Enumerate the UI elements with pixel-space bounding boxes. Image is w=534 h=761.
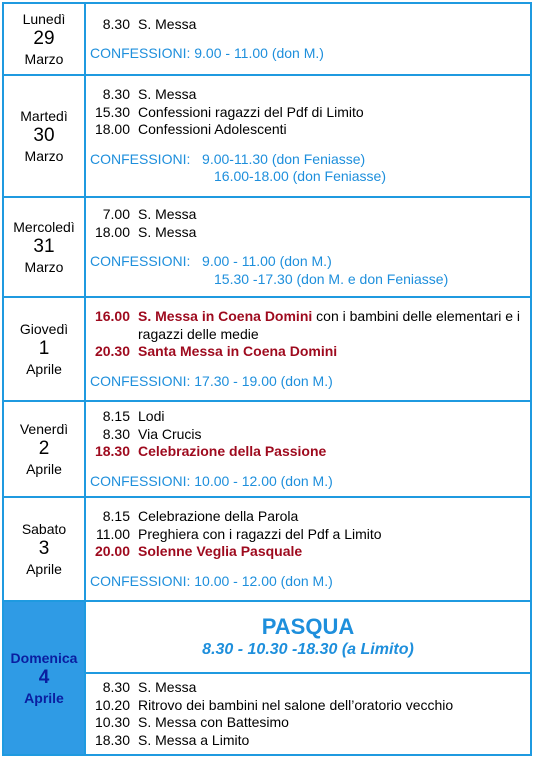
day-month: Aprile [26,460,62,477]
event-desc: Lodi [138,408,165,424]
event-desc: S. Messa [138,15,197,32]
event-line-highlight [86,443,530,461]
event-line [86,732,530,750]
day-date: 30 [33,124,55,146]
day-cell [3,497,85,601]
event-time: 10.30 [94,714,130,730]
event-desc: S. Messa [138,679,197,695]
event-time: 8.30 [102,86,130,103]
event-time: 11.00 [96,525,130,542]
day-name: Lunedì [22,10,66,27]
easter-mass-times: 8.30 - 10.30 -18.30 (a Limito) [202,641,414,658]
confessions-label: CONFESSIONI: [90,472,191,489]
event-desc: Santa Messa in Coena Domini [138,343,338,359]
event-line [86,224,530,242]
day-month: Marzo [24,50,64,67]
day-name: Domenica [10,649,78,666]
event-line [86,408,530,426]
confessions-line [86,473,530,491]
confessions-line [86,253,530,288]
day-events [85,297,531,401]
event-line [86,86,530,104]
day-date: 29 [33,27,55,49]
day-name: Mercoledì [13,218,75,235]
event-line-highlight [86,308,530,343]
event-line [86,426,530,444]
day-date: 2 [38,437,50,459]
confessions-slot: 16.00-18.00 (don Feniasse) [214,168,386,185]
day-cell [3,3,85,75]
day-date: 31 [33,235,55,257]
event-time: 8.15 [102,508,130,524]
day-month: Aprile [26,360,62,377]
day-events [85,673,531,755]
day-events [85,3,531,75]
day-name: Sabato [21,520,67,537]
event-line [86,526,530,544]
event-desc: Confessioni ragazzi del Pdf di Limito [138,103,364,120]
confessions-slot: 17.30 - 19.00 (don M.) [194,372,333,389]
event-line [86,697,530,715]
confessions-line [86,45,530,63]
day-name: Venerdì [19,420,69,437]
event-line-highlight [86,543,530,561]
day-cell [3,297,85,401]
day-cell [3,197,85,297]
day-month: Aprile [24,689,64,706]
event-line-highlight [86,343,530,361]
event-time: 16.00 [94,308,130,324]
day-events [85,197,531,297]
event-line [86,104,530,122]
easter-title: PASQUA [261,614,355,639]
day-row-friday [3,401,531,497]
confessions-line [86,151,530,186]
day-row-saturday [3,497,531,601]
event-time: 15.30 [94,103,130,120]
confessions-label: CONFESSIONI: [90,572,191,589]
day-events [85,497,531,601]
event-line [86,16,530,34]
event-desc: S. Messa a Limito [138,731,250,748]
day-cell [3,401,85,497]
confessions-slot: 15.30 -17.30 (don M. e don Feniasse) [214,270,449,287]
confessions-label: CONFESSIONI: [90,45,191,61]
day-cell [3,75,85,197]
sunday-day-cell [3,601,85,755]
easter-banner [85,601,531,673]
event-line [86,679,530,697]
event-time: 18.30 [94,731,130,748]
day-month: Aprile [26,560,62,577]
confessions-line [86,373,530,391]
event-line [86,121,530,139]
day-date: 3 [38,537,50,559]
confessions-line [86,573,530,591]
event-line [86,206,530,224]
event-time: 8.30 [102,679,130,695]
day-events [85,75,531,197]
event-time: 18.00 [94,121,130,138]
event-desc: S. Messa con Battesimo [138,714,289,730]
day-events [85,401,531,497]
confessions-slot: 10.00 - 12.00 (don M.) [194,472,333,489]
event-desc: Preghiera con i ragazzi del Pdf a Limito [138,525,382,542]
weekly-schedule-table [2,2,532,756]
day-date: 4 [38,666,50,688]
confessions-label: CONFESSIONI: [90,150,191,167]
event-desc: S. Messa in Coena Domini [138,308,313,324]
day-name: Giovedì [19,320,69,337]
confessions-slot: 9.00 - 11.00 (don M.) [194,45,324,61]
event-line [86,714,530,732]
day-date: 1 [38,337,50,359]
event-time: 8.30 [102,15,130,32]
day-row-sunday-header [3,601,531,673]
day-name: Martedì [20,107,68,124]
day-row-wednesday [3,197,531,297]
day-row-tuesday [3,75,531,197]
event-desc: Ritrovo dei bambini nel salone dell’oratorio vecchio [138,696,454,713]
event-desc: Confessioni Adolescenti [138,121,287,138]
event-time: 7.00 [102,206,130,222]
confessions-slot: 9.00 - 11.00 (don M.) [202,253,332,269]
event-desc: S. Messa [138,206,197,222]
confessions-slot: 10.00 - 12.00 (don M.) [194,572,333,589]
event-time: 8.15 [102,408,130,424]
confessions-slot: 9.00-11.30 (don Feniasse) [202,150,366,167]
day-month: Marzo [24,147,64,164]
event-time: 20.30 [94,343,130,359]
event-desc-detail: con i bambini delle elementari e i ragazzi delle medie [138,308,521,342]
event-time: 18.30 [94,443,130,459]
event-desc: Solenne Veglia Pasquale [138,543,303,559]
event-line [86,508,530,526]
event-time: 8.30 [102,425,130,442]
event-desc: Celebrazione della Parola [138,508,299,524]
event-desc: Celebrazione della Passione [138,443,327,459]
day-row-thursday [3,297,531,401]
day-month: Marzo [24,258,64,275]
event-desc: S. Messa [138,86,197,103]
day-row-monday [3,3,531,75]
event-time: 20.00 [94,543,130,559]
event-desc: S. Messa [138,223,197,240]
confessions-label: CONFESSIONI: [90,372,191,389]
event-time: 18.00 [94,223,130,240]
confessions-label: CONFESSIONI: [90,253,191,269]
event-desc: Via Crucis [138,425,202,442]
event-time: 10.20 [94,696,130,713]
